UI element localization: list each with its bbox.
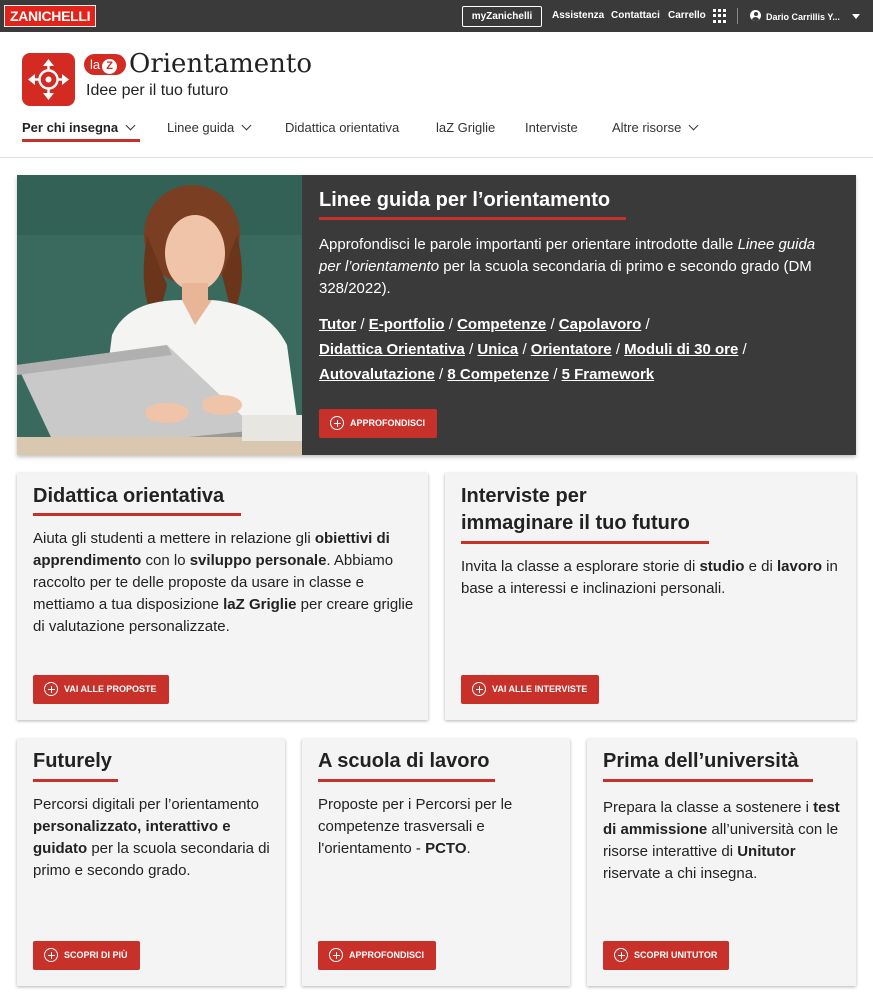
orientamento-logo-icon[interactable] bbox=[22, 53, 75, 106]
nav-linee-guida[interactable]: Linee guida bbox=[167, 120, 250, 136]
plus-circle-icon bbox=[329, 948, 343, 962]
link-autovalutazione[interactable]: Autovalutazione bbox=[319, 366, 435, 383]
card-a-scuola-di-lavoro bbox=[302, 739, 570, 986]
zanichelli-logo[interactable]: ZANICHELLI bbox=[4, 5, 96, 27]
card-title: Didattica orientativa bbox=[33, 485, 225, 507]
link-tutor[interactable]: Tutor bbox=[319, 316, 357, 333]
card-futurely bbox=[17, 739, 285, 986]
card-description: Invita la classe a esplorare storie di studio e di lavoro in base a interessi e inclinazioni personali. bbox=[461, 558, 838, 597]
card-title: Interviste per immaginare il tuo futuro bbox=[461, 485, 690, 534]
myzanichelli-button[interactable]: myZanichelli bbox=[462, 6, 542, 27]
approfondisci-button[interactable]: APPROFONDISCI bbox=[318, 941, 436, 970]
hero-teacher-photo bbox=[17, 175, 302, 455]
card-title: A scuola di lavoro bbox=[318, 750, 490, 772]
page-title: Orientamento bbox=[129, 49, 313, 79]
plus-circle-icon bbox=[44, 948, 58, 962]
vai-alle-proposte-button[interactable]: VAI ALLE PROPOSTE bbox=[33, 675, 169, 704]
card-title-underline bbox=[318, 779, 495, 782]
vai-alle-interviste-button[interactable]: VAI ALLE INTERVISTE bbox=[461, 675, 599, 704]
card-title-underline bbox=[33, 513, 241, 516]
link-unica[interactable]: Unica bbox=[477, 341, 519, 358]
card-prima-delluniversita bbox=[587, 739, 856, 986]
laz-badge: la Z bbox=[84, 54, 126, 75]
hero-banner bbox=[17, 175, 856, 455]
nav-didattica-orientativa[interactable]: Didattica orientativa bbox=[285, 120, 400, 135]
card-title: Prima dell’università bbox=[603, 750, 799, 772]
plus-circle-icon bbox=[44, 682, 58, 696]
chevron-down-icon bbox=[126, 121, 136, 131]
apps-grid-icon[interactable] bbox=[713, 9, 727, 23]
card-title-underline bbox=[461, 541, 709, 544]
nav-altre-risorse[interactable]: Altre risorse bbox=[612, 120, 697, 136]
plus-circle-icon bbox=[472, 682, 486, 696]
nav-per-chi-insegna[interactable]: Per chi insegna bbox=[22, 120, 134, 136]
user-menu-name[interactable]: Dario Carrillis Y... bbox=[766, 12, 840, 22]
plus-circle-icon bbox=[614, 948, 628, 962]
card-description: Proposte per i Percorsi per le competenze trasversali e l'orientamento - PCTO. bbox=[318, 796, 513, 857]
topbar-divider bbox=[737, 8, 738, 24]
link-orientatore[interactable]: Orientatore bbox=[530, 341, 612, 358]
nav-interviste[interactable]: Interviste bbox=[525, 120, 578, 135]
user-icon[interactable] bbox=[750, 10, 761, 21]
card-title-underline bbox=[603, 779, 813, 782]
link-moduli-30-ore[interactable]: Moduli di 30 ore bbox=[624, 341, 739, 358]
card-description: Prepara la classe a sostenere i test di ammissione all’università con le risorse interattive di Unitutor riservate a chi insegna. bbox=[603, 799, 840, 882]
link-capolavoro[interactable]: Capolavoro bbox=[558, 316, 642, 333]
assistenza-link[interactable]: Assistenza bbox=[552, 10, 605, 21]
card-interviste bbox=[445, 473, 856, 720]
plus-circle-icon bbox=[330, 416, 344, 430]
contattaci-link[interactable]: Contattaci bbox=[611, 10, 660, 21]
header-divider bbox=[0, 157, 873, 158]
nav-active-underline bbox=[22, 139, 140, 142]
link-8-competenze[interactable]: 8 Competenze bbox=[447, 366, 550, 383]
hero-keyword-links: Tutor / E-portfolio / Competenze / Capolavoro / Didattica Orientativa / Unica / Orientatore / Moduli di 30 ore / Autovalutazione / 8 Competenze / 5 Framework bbox=[319, 316, 747, 383]
scopri-di-piu-button[interactable]: SCOPRI DI PIÙ bbox=[33, 941, 140, 970]
card-description: Aiuta gli studenti a mettere in relazione gli obiettivi di apprendimento con lo sviluppo personale. Abbiamo raccolto per te delle proposte da usare in classe e mettiamo a tua disposizione laZ Griglie per creare griglie di valutazione personalizzate. bbox=[33, 530, 414, 635]
chevron-down-icon bbox=[689, 121, 699, 131]
hero-title-underline bbox=[319, 217, 626, 220]
top-bar bbox=[0, 0, 873, 32]
user-menu-caret-icon[interactable] bbox=[852, 14, 860, 19]
carrello-link[interactable]: Carrello bbox=[668, 10, 706, 21]
link-competenze[interactable]: Competenze bbox=[457, 316, 547, 333]
link-e-portfolio[interactable]: E-portfolio bbox=[368, 316, 445, 333]
nav-laz-griglie[interactable]: laZ Griglie bbox=[436, 120, 496, 135]
chevron-down-icon bbox=[242, 121, 252, 131]
card-description: Percorsi digitali per l’orientamento personalizzato, interattivo e guidato per la scuola secondaria di primo e secondo grado. bbox=[33, 796, 270, 879]
hero-description: Approfondisci le parole importanti per orientare introdotte dalle Linee guida per l’orientamento per la scuola secondaria di primo e secondo grado (DM 328/2022). bbox=[319, 236, 816, 297]
link-didattica-orientativa[interactable]: Didattica Orientativa bbox=[319, 341, 465, 358]
page-subtitle: Idee per il tuo futuro bbox=[86, 82, 229, 99]
link-5-framework[interactable]: 5 Framework bbox=[561, 366, 655, 383]
card-title: Futurely bbox=[33, 750, 112, 772]
card-didattica-orientativa bbox=[17, 473, 428, 720]
card-title-underline bbox=[33, 779, 118, 782]
hero-title: Linee guida per l’orientamento bbox=[319, 189, 611, 211]
hero-approfondisci-button[interactable]: APPROFONDISCI bbox=[319, 409, 437, 438]
scopri-unitutor-button[interactable]: SCOPRI UNITUTOR bbox=[603, 941, 729, 970]
